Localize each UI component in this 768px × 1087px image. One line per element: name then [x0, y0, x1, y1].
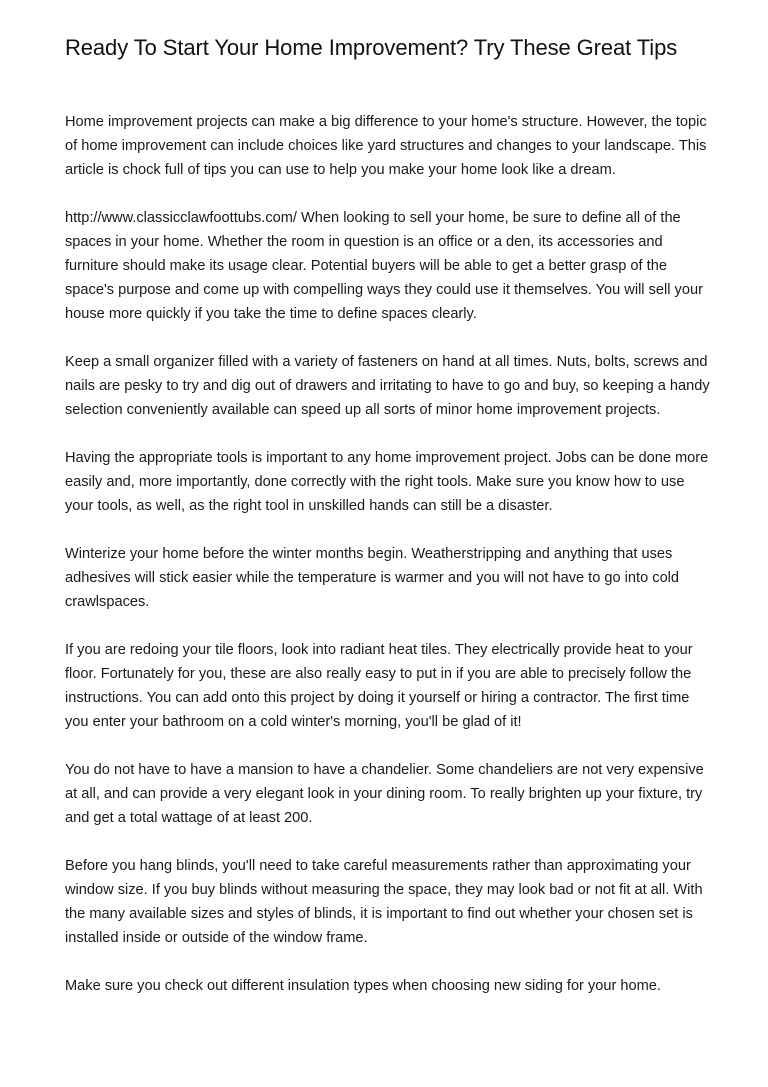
paragraph-radiant-tiles: If you are redoing your tile floors, look into radiant heat tiles. They electrically provide heat to your floor. Fortunately for you, these are also really easy to put in if you are able to precisely follow the instructions. You can add onto this project by doing it yourself or hiring a contractor. The first time you enter your bathroom on a cold winter's morning, you'll be glad of it! [65, 642, 693, 730]
paragraph-tools: Having the appropriate tools is important to any home improvement project. Jobs can be done more easily and, more importantly, done correctly with the right tools. Make sure you know how to use your tools, as well, as the right tool in unskilled hands can still be a disaster. [65, 450, 709, 514]
paragraph-define-spaces: http://www.classicclawfoottubs.com/ When looking to sell your home, be sure to define all of the spaces in your home. Whether the room in question is an office or a den, its accessories and furniture should make its usage clear. Potential buyers will be able to get a better grasp of the space's purpose and come up with compelling ways they could use it themselves. You will sell your house more quickly if you take the time to define spaces clearly. [65, 210, 703, 322]
paragraph-blinds: Before you hang blinds, you'll need to take careful measurements rather than approximating your window size. If you buy blinds without measuring the space, they may look bad or not fit at all. With the many available sizes and styles of blinds, it is important to find out whether your chosen set is installed inside or outside of the window frame. [65, 858, 703, 946]
paragraph-intro: Home improvement projects can make a big difference to your home's structure. However, the topic of home improvement can include choices like yard structures and changes to your landscape. This article is chock full of tips you can use to help you make your home look like a dream. [65, 114, 707, 178]
document-title: Ready To Start Your Home Improvement? Try These Great Tips [65, 35, 678, 60]
paragraph-insulation: Make sure you check out different insulation types when choosing new siding for your home. [65, 978, 661, 994]
paragraph-chandelier: You do not have to have a mansion to have a chandelier. Some chandeliers are not very expensive at all, and can provide a very elegant look in your dining room. To really brighten up your fixture, try and get a total wattage of at least 200. [65, 762, 704, 826]
document-body [65, 110, 710, 1022]
paragraph-winterize: Winterize your home before the winter months begin. Weatherstripping and anything that uses adhesives will stick easier while the temperature is warmer and you will not have to go into cold crawlspaces. [65, 546, 680, 610]
paragraph-fasteners: Keep a small organizer filled with a variety of fasteners on hand at all times. Nuts, bolts, screws and nails are pesky to try and dig out of drawers and irritating to have to go and buy, so keeping a handy selection conveniently available can speed up all sorts of minor home improvement projects. [65, 354, 710, 418]
